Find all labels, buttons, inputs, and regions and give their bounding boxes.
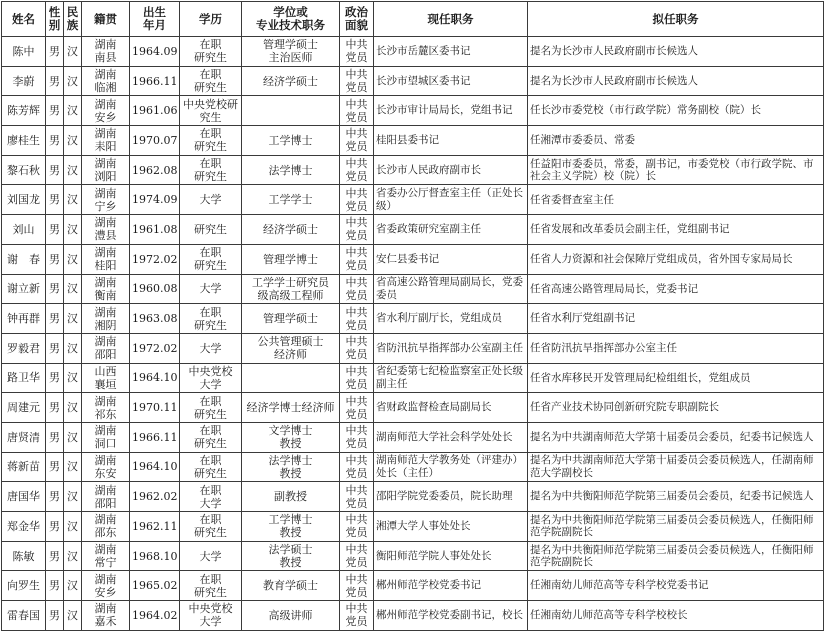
cell-ethnicity: 汉: [64, 96, 82, 126]
cell-birth: 1963.08: [130, 304, 180, 334]
table-row: [2, 393, 824, 423]
cell-education: 在职 研究生: [180, 66, 242, 96]
cell-origin: 湖南 宁乡: [82, 185, 130, 215]
cell-current-position: 省委政策研究室副主任: [374, 215, 528, 245]
cell-education: 大学: [180, 541, 242, 571]
cell-ethnicity: 汉: [64, 422, 82, 452]
header-name: 姓名: [2, 2, 46, 37]
cell-education: 中央党校 大学: [180, 363, 242, 393]
cell-degree: 工学博士 教授: [242, 512, 340, 542]
cell-name: 廖桂生: [2, 126, 46, 156]
cell-birth: 1974.09: [130, 185, 180, 215]
cell-gender: 男: [46, 571, 64, 601]
cell-current-position: 省委办公厅督查室主任（正处长级）: [374, 185, 528, 215]
cell-origin: 湖南 浏阳: [82, 155, 130, 185]
cell-name: 唐国华: [2, 482, 46, 512]
cell-education: 在职 研究生: [180, 571, 242, 601]
cell-degree: 管理学硕士 主治医师: [242, 37, 340, 67]
cell-proposed-position: 任长沙市委党校（市行政学院）常务副校（院）长: [528, 96, 824, 126]
cell-ethnicity: 汉: [64, 155, 82, 185]
cell-degree: 法学博士: [242, 155, 340, 185]
cell-birth: 1961.06: [130, 96, 180, 126]
cell-gender: 男: [46, 304, 64, 334]
cell-current-position: 邵阳学院党委委员，院长助理: [374, 482, 528, 512]
cell-education: 大学: [180, 333, 242, 363]
cell-gender: 男: [46, 274, 64, 304]
table-row: [2, 155, 824, 185]
cell-origin: 湖南 邵阳: [82, 482, 130, 512]
cell-party: 中共 党员: [340, 126, 374, 156]
cell-name: 钟再群: [2, 304, 46, 334]
cell-education: 在职 研究生: [180, 37, 242, 67]
cell-degree: 工学学士: [242, 185, 340, 215]
cell-party: 中共 党员: [340, 215, 374, 245]
table-row: [2, 37, 824, 67]
cell-gender: 男: [46, 512, 64, 542]
cell-name: 唐贤清: [2, 422, 46, 452]
cell-education: 在职 研究生: [180, 393, 242, 423]
cell-education: 大学: [180, 185, 242, 215]
cell-education: 在职 大学: [180, 482, 242, 512]
cell-proposed-position: 任省委督查室主任: [528, 185, 824, 215]
cell-birth: 1960.08: [130, 274, 180, 304]
cell-gender: 男: [46, 393, 64, 423]
header-education: 学历: [180, 2, 242, 37]
cell-degree: 管理学博士: [242, 244, 340, 274]
cell-origin: 湖南 嘉禾: [82, 601, 130, 631]
cell-name: 谢 春: [2, 244, 46, 274]
header-origin: 籍贯: [82, 2, 130, 37]
cell-origin: 湖南 东安: [82, 452, 130, 482]
cell-current-position: 安仁县委书记: [374, 244, 528, 274]
table-row: [2, 185, 824, 215]
cell-gender: 男: [46, 601, 64, 631]
cell-name: 向罗生: [2, 571, 46, 601]
header-row: [2, 2, 824, 37]
cell-party: 中共 党员: [340, 363, 374, 393]
cell-education: 在职 研究生: [180, 244, 242, 274]
cell-proposed-position: 提名为中共湖南师范大学第十届委员会委员，纪委书记候选人: [528, 422, 824, 452]
cell-proposed-position: 任省人力资源和社会保障厅党组成员，省外国专家局局长: [528, 244, 824, 274]
cell-name: 雷春国: [2, 601, 46, 631]
cell-ethnicity: 汉: [64, 244, 82, 274]
cell-birth: 1962.02: [130, 482, 180, 512]
cell-origin: 湖南 邵东: [82, 512, 130, 542]
cell-party: 中共 党员: [340, 244, 374, 274]
cell-degree: 经济学博士经济师: [242, 393, 340, 423]
appointment-table: [1, 1, 824, 631]
cell-proposed-position: 提名为长沙市人民政府副市长候选人: [528, 66, 824, 96]
cell-current-position: 长沙市岳麓区委书记: [374, 37, 528, 67]
cell-current-position: 衡阳师范学院人事处处长: [374, 541, 528, 571]
cell-degree: 经济学硕士: [242, 215, 340, 245]
cell-birth: 1962.11: [130, 512, 180, 542]
cell-party: 中共 党员: [340, 96, 374, 126]
cell-current-position: 长沙市望城区委书记: [374, 66, 528, 96]
cell-party: 中共 党员: [340, 66, 374, 96]
cell-name: 刘山: [2, 215, 46, 245]
cell-party: 中共 党员: [340, 541, 374, 571]
cell-proposed-position: 任湘潭市委委员、常委: [528, 126, 824, 156]
cell-origin: 湖南 常宁: [82, 541, 130, 571]
table-row: [2, 422, 824, 452]
cell-current-position: 湖南师范大学社会科学处处长: [374, 422, 528, 452]
table-row: [2, 482, 824, 512]
cell-current-position: 省纪委第七纪检监察室正处长级副主任: [374, 363, 528, 393]
cell-current-position: 长沙市人民政府副市长: [374, 155, 528, 185]
cell-birth: 1964.10: [130, 452, 180, 482]
cell-birth: 1964.09: [130, 37, 180, 67]
cell-origin: 湖南 澧县: [82, 215, 130, 245]
cell-education: 大学: [180, 274, 242, 304]
cell-education: 在职 研究生: [180, 422, 242, 452]
table-row: [2, 571, 824, 601]
cell-birth: 1964.02: [130, 601, 180, 631]
cell-party: 中共 党员: [340, 37, 374, 67]
cell-origin: 湖南 南县: [82, 37, 130, 67]
cell-ethnicity: 汉: [64, 215, 82, 245]
cell-origin: 湖南 安乡: [82, 96, 130, 126]
cell-name: 刘国龙: [2, 185, 46, 215]
cell-ethnicity: 汉: [64, 126, 82, 156]
cell-degree: 管理学硕士: [242, 304, 340, 334]
table-row: [2, 512, 824, 542]
cell-proposed-position: 任省高速公路管理局局长，党委书记: [528, 274, 824, 304]
table-row: [2, 304, 824, 334]
cell-education: 中央党校研 究生: [180, 96, 242, 126]
header-ethnicity: 民 族: [64, 2, 82, 37]
cell-gender: 男: [46, 244, 64, 274]
table-body: [2, 37, 824, 631]
cell-proposed-position: 任省发展和改革委员会副主任，党组副书记: [528, 215, 824, 245]
table-row: [2, 244, 824, 274]
cell-origin: 湖南 耒阳: [82, 126, 130, 156]
cell-proposed-position: 提名为中共衡阳师范学院第三届委员会委员候选人，任衡阳师范学院副院长: [528, 541, 824, 571]
cell-birth: 1966.11: [130, 422, 180, 452]
table-row: [2, 96, 824, 126]
cell-education: 在职 研究生: [180, 512, 242, 542]
cell-education: 在职 研究生: [180, 304, 242, 334]
cell-name: 蒋新苗: [2, 452, 46, 482]
table-row: [2, 333, 824, 363]
cell-name: 郑金华: [2, 512, 46, 542]
cell-ethnicity: 汉: [64, 512, 82, 542]
table-row: [2, 601, 824, 631]
cell-degree: 副教授: [242, 482, 340, 512]
table-row: [2, 541, 824, 571]
cell-ethnicity: 汉: [64, 37, 82, 67]
cell-party: 中共 党员: [340, 452, 374, 482]
cell-ethnicity: 汉: [64, 452, 82, 482]
cell-gender: 男: [46, 96, 64, 126]
cell-party: 中共 党员: [340, 601, 374, 631]
cell-birth: 1972.02: [130, 244, 180, 274]
cell-gender: 男: [46, 37, 64, 67]
cell-proposed-position: 提名为中共衡阳师范学院第三届委员会委员候选人，任衡阳师范学院副院长: [528, 512, 824, 542]
table-row: [2, 66, 824, 96]
cell-current-position: 长沙市审计局局长，党组书记: [374, 96, 528, 126]
cell-current-position: 省水利厅副厅长，党组成员: [374, 304, 528, 334]
cell-gender: 男: [46, 541, 64, 571]
cell-ethnicity: 汉: [64, 393, 82, 423]
cell-birth: 1972.02: [130, 333, 180, 363]
cell-ethnicity: 汉: [64, 304, 82, 334]
cell-gender: 男: [46, 185, 64, 215]
cell-name: 陈芳辉: [2, 96, 46, 126]
cell-name: 陈中: [2, 37, 46, 67]
header-proposed-position: 拟任职务: [528, 2, 824, 37]
cell-name: 黎石秋: [2, 155, 46, 185]
cell-name: 周建元: [2, 393, 46, 423]
cell-gender: 男: [46, 66, 64, 96]
cell-party: 中共 党员: [340, 571, 374, 601]
cell-party: 中共 党员: [340, 482, 374, 512]
cell-gender: 男: [46, 482, 64, 512]
cell-proposed-position: 任省防汛抗旱指挥部办公室主任: [528, 333, 824, 363]
cell-proposed-position: 任湘南幼儿师范高等专科学校校长: [528, 601, 824, 631]
table-row: [2, 363, 824, 393]
cell-birth: 1970.07: [130, 126, 180, 156]
cell-ethnicity: 汉: [64, 571, 82, 601]
cell-proposed-position: 任省水库移民开发管理局纪检组组长，党组成员: [528, 363, 824, 393]
cell-name: 路卫华: [2, 363, 46, 393]
cell-education: 在职 研究生: [180, 452, 242, 482]
cell-current-position: 省防汛抗旱指挥部办公室副主任: [374, 333, 528, 363]
cell-ethnicity: 汉: [64, 66, 82, 96]
cell-party: 中共 党员: [340, 304, 374, 334]
cell-origin: 山西 襄垣: [82, 363, 130, 393]
cell-birth: 1968.10: [130, 541, 180, 571]
cell-degree: 法学硕士 教授: [242, 541, 340, 571]
cell-ethnicity: 汉: [64, 541, 82, 571]
cell-degree: 公共管理硕士 经济师: [242, 333, 340, 363]
cell-birth: 1970.11: [130, 393, 180, 423]
cell-birth: 1962.08: [130, 155, 180, 185]
cell-current-position: 湘潭大学人事处处长: [374, 512, 528, 542]
cell-birth: 1961.08: [130, 215, 180, 245]
cell-education: 中央党校 大学: [180, 601, 242, 631]
cell-birth: 1966.11: [130, 66, 180, 96]
cell-gender: 男: [46, 126, 64, 156]
cell-current-position: 湖南师范大学教务处（评建办）处长（主任）: [374, 452, 528, 482]
cell-ethnicity: 汉: [64, 274, 82, 304]
header-party: 政治 面貌: [340, 2, 374, 37]
cell-education: 研究生: [180, 215, 242, 245]
cell-birth: 1965.02: [130, 571, 180, 601]
cell-origin: 湖南 湘阴: [82, 304, 130, 334]
header-gender: 性 别: [46, 2, 64, 37]
cell-ethnicity: 汉: [64, 333, 82, 363]
cell-proposed-position: 任益阳市委委员，常委，副书记，市委党校（市行政学院、市社会主义学院）校（院）长: [528, 155, 824, 185]
cell-name: 李蔚: [2, 66, 46, 96]
cell-origin: 湖南 临湘: [82, 66, 130, 96]
cell-party: 中共 党员: [340, 512, 374, 542]
cell-degree: [242, 363, 340, 393]
cell-degree: 教育学硕士: [242, 571, 340, 601]
cell-gender: 男: [46, 363, 64, 393]
cell-name: 陈敏: [2, 541, 46, 571]
cell-degree: 高级讲师: [242, 601, 340, 631]
table-row: [2, 126, 824, 156]
cell-degree: [242, 96, 340, 126]
cell-degree: 工学学士研究员 级高级工程师: [242, 274, 340, 304]
cell-proposed-position: 提名为中共衡阳师范学院第三届委员会委员，纪委书记候选人: [528, 482, 824, 512]
cell-degree: 经济学硕士: [242, 66, 340, 96]
cell-proposed-position: 任省水利厅党组副书记: [528, 304, 824, 334]
cell-degree: 法学博士 教授: [242, 452, 340, 482]
cell-party: 中共 党员: [340, 274, 374, 304]
cell-proposed-position: 任省产业技术协同创新研究院专职副院长: [528, 393, 824, 423]
cell-current-position: 省高速公路管理局副局长，党委委员: [374, 274, 528, 304]
cell-party: 中共 党员: [340, 155, 374, 185]
cell-current-position: 桂阳县委书记: [374, 126, 528, 156]
cell-origin: 湖南 祁东: [82, 393, 130, 423]
cell-name: 罗毅君: [2, 333, 46, 363]
cell-party: 中共 党员: [340, 422, 374, 452]
cell-origin: 湖南 安乡: [82, 571, 130, 601]
cell-proposed-position: 提名为中共湖南师范大学第十届委员会委员候选人，任湖南师范大学副校长: [528, 452, 824, 482]
cell-birth: 1964.10: [130, 363, 180, 393]
cell-origin: 湖南 衡南: [82, 274, 130, 304]
header-current-position: 现任职务: [374, 2, 528, 37]
cell-ethnicity: 汉: [64, 601, 82, 631]
cell-proposed-position: 提名为长沙市人民政府副市长候选人: [528, 37, 824, 67]
cell-degree: 文学博士 教授: [242, 422, 340, 452]
cell-current-position: 郴州师范学校党委副书记，校长: [374, 601, 528, 631]
cell-gender: 男: [46, 333, 64, 363]
cell-ethnicity: 汉: [64, 482, 82, 512]
header-degree: 学位或 专业技术职务: [242, 2, 340, 37]
cell-gender: 男: [46, 215, 64, 245]
header-birth: 出生 年月: [130, 2, 180, 37]
cell-current-position: 省财政监督检查局副局长: [374, 393, 528, 423]
cell-education: 在职 研究生: [180, 126, 242, 156]
cell-party: 中共 党员: [340, 333, 374, 363]
cell-origin: 湖南 洞口: [82, 422, 130, 452]
table-row: [2, 215, 824, 245]
cell-origin: 湖南 邵阳: [82, 333, 130, 363]
cell-proposed-position: 任湘南幼儿师范高等专科学校党委书记: [528, 571, 824, 601]
cell-gender: 男: [46, 452, 64, 482]
cell-degree: 工学博士: [242, 126, 340, 156]
cell-ethnicity: 汉: [64, 363, 82, 393]
cell-gender: 男: [46, 155, 64, 185]
table-row: [2, 452, 824, 482]
cell-education: 在职 研究生: [180, 155, 242, 185]
cell-name: 谢立新: [2, 274, 46, 304]
table-row: [2, 274, 824, 304]
cell-origin: 湖南 桂阳: [82, 244, 130, 274]
cell-party: 中共 党员: [340, 393, 374, 423]
cell-current-position: 郴州师范学校党委书记: [374, 571, 528, 601]
cell-ethnicity: 汉: [64, 185, 82, 215]
cell-gender: 男: [46, 422, 64, 452]
cell-party: 中共 党员: [340, 185, 374, 215]
